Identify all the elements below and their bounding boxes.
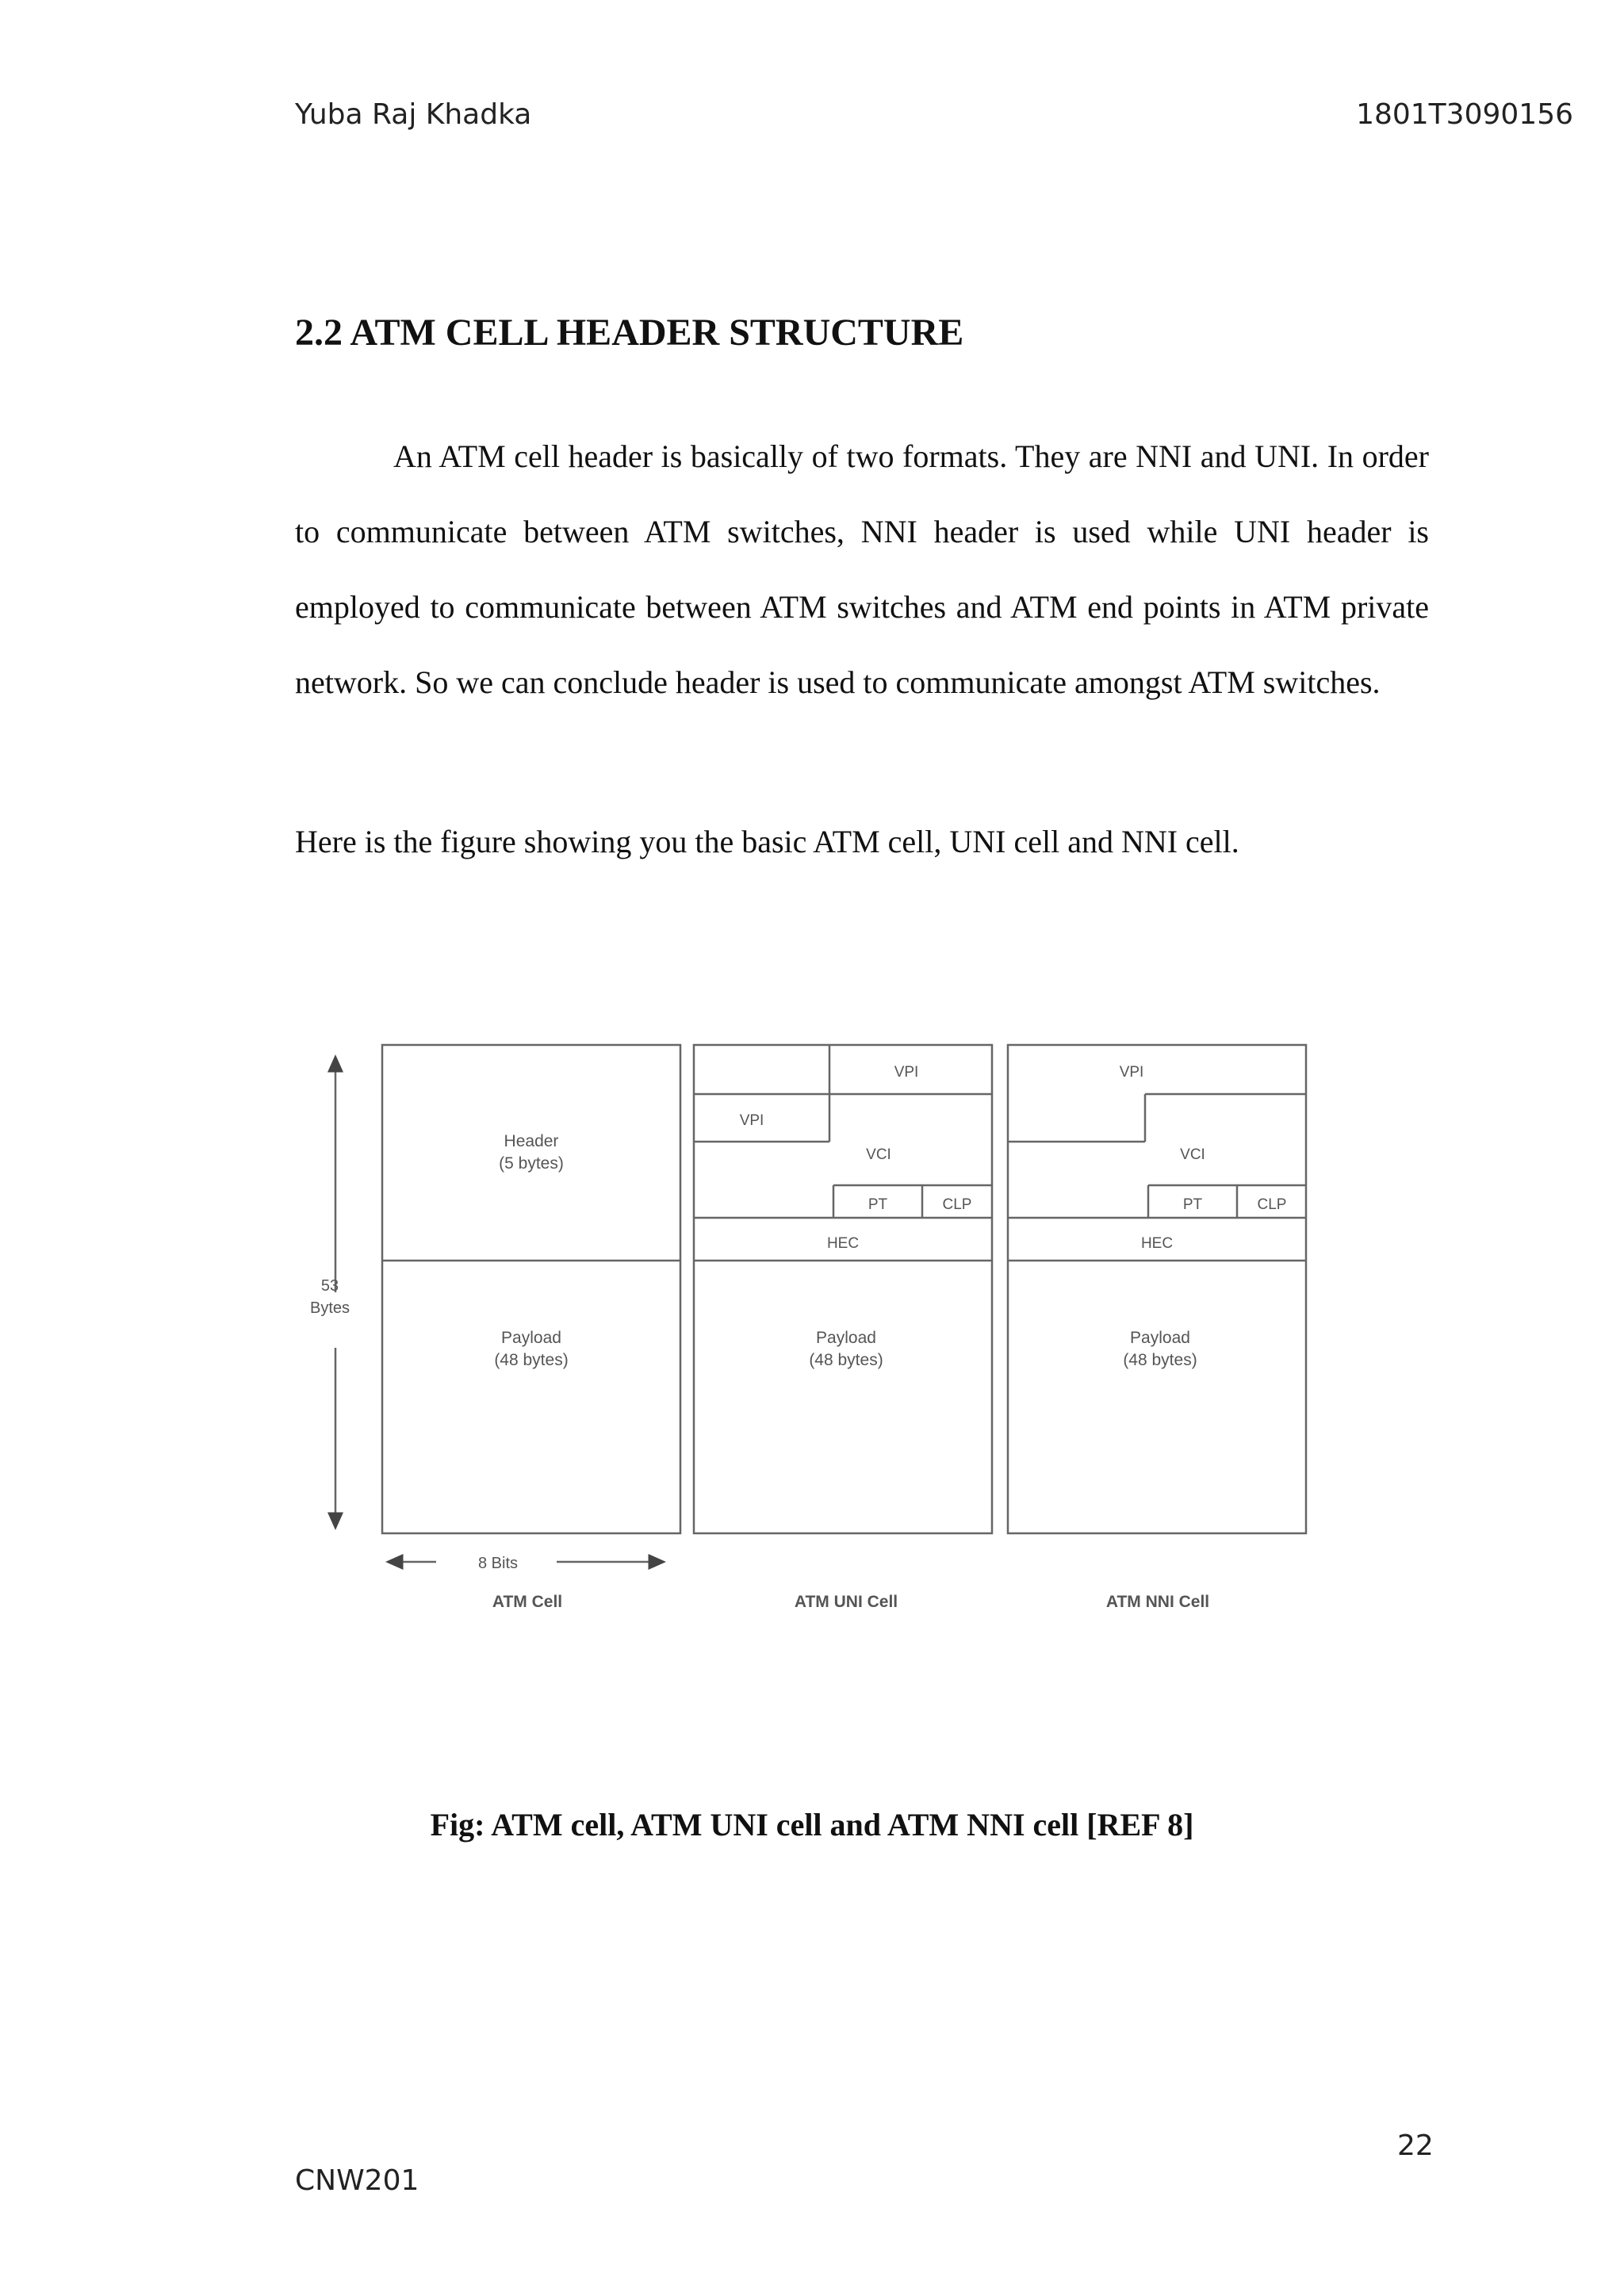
nni-hec-label: HEC [1140,1235,1174,1252]
uni-vci-label: VCI [866,1146,891,1163]
uni-hec-label: HEC [826,1235,860,1252]
uni-clp-label: CLP [942,1196,972,1213]
header-student-id: 1801T3090156 [1356,98,1573,131]
section-title: 2.2 ATM CELL HEADER STRUCTURE [295,312,964,354]
body-paragraph: An ATM cell header is basically of two formats. They are NNI and UNI. In order to communicate between ATM switches, NNI header is used while UNI header is employed to communicate between ATM switches and ATM end points in ATM private network. So we can conclude header is used to communicate amongst ATM switches. [295,438,1429,700]
nni-payload-label: Payload [1130,1329,1190,1347]
atm-payload-label: Payload [501,1329,561,1347]
atm-cell-caption: ATM Cell [492,1593,563,1611]
footer-course-code: CNW201 [295,2164,419,2197]
page-number: 22 [1397,2130,1434,2162]
atm-cell-box [382,1045,680,1533]
nni-clp-label: CLP [1257,1196,1287,1213]
atm-cell-figure [293,1031,1324,1633]
figure-intro-text: Here is the figure showing you the basic ATM cell, UNI cell and NNI cell. [295,824,1239,859]
height-label-number: 53 [320,1277,339,1295]
uni-cell-box [694,1045,992,1533]
nni-payload-size: (48 bytes) [1123,1351,1197,1369]
uni-payload-label: Payload [816,1329,876,1347]
nni-pt-label: PT [1182,1196,1203,1213]
width-label: 8 Bits [477,1555,519,1572]
atm-payload-size: (48 bytes) [494,1351,569,1369]
atm-header-label: Header [504,1132,559,1150]
figure-caption: Fig: ATM cell, ATM UNI cell and ATM NNI cell [REF 8] [430,1807,1194,1843]
nni-vci-label: VCI [1180,1146,1205,1163]
nni-vpi-label: VPI [1119,1064,1144,1081]
header-author: Yuba Raj Khadka [295,98,532,131]
uni-vpi-top-label: VPI [894,1064,919,1081]
uni-payload-size: (48 bytes) [809,1351,883,1369]
nni-cell-caption: ATM NNI Cell [1105,1593,1210,1611]
height-label-unit: Bytes [309,1299,350,1317]
atm-header-size: (5 bytes) [499,1154,564,1173]
uni-cell-caption: ATM UNI Cell [794,1593,898,1611]
atm-cell-diagram [293,1031,1324,1633]
nni-cell-box [1008,1045,1306,1533]
uni-vpi-left-label: VPI [739,1112,764,1129]
uni-pt-label: PT [868,1196,888,1213]
